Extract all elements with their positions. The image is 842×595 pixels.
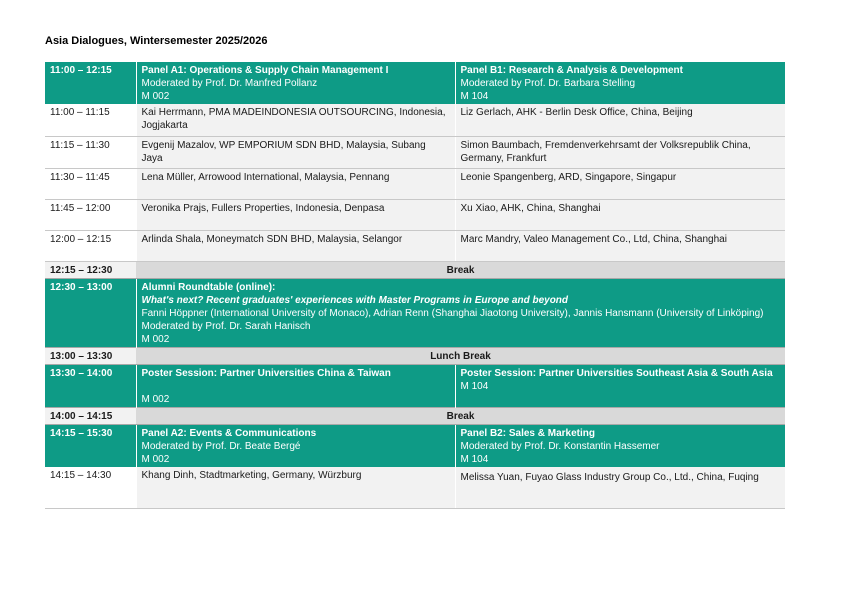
break-label: Break xyxy=(136,261,785,278)
time-slot: 14:15 – 14:30 xyxy=(45,467,136,509)
time-slot: 14:00 – 14:15 xyxy=(45,407,136,424)
panel-title: Panel B2: Sales & Marketing xyxy=(460,427,595,439)
moderator: Moderated by Prof. Dr. Beate Bergé xyxy=(141,440,301,452)
room: M 104 xyxy=(460,453,489,465)
session-row-roundtable xyxy=(45,278,785,347)
room: M 002 xyxy=(141,453,170,465)
speaker-a: Arlinda Shala, Moneymatch SDN BHD, Malaysia, Selangor xyxy=(136,230,455,261)
panel-a1-cell xyxy=(136,62,455,104)
session-row-panel-1 xyxy=(45,62,785,104)
talk-row xyxy=(45,199,785,230)
break-label: Break xyxy=(136,407,785,424)
speaker-b: Melissa Yuan, Fuyao Glass Industry Group Co., Ltd., China, Fuqing xyxy=(455,467,785,509)
moderator: Moderated by Prof. Dr. Sarah Hanisch xyxy=(141,320,311,332)
speaker-a: Kai Herrmann, PMA MADEINDONESIA OUTSOURCING, Indonesia, Jogjakarta xyxy=(136,104,455,136)
break-row xyxy=(45,407,785,424)
talk-row xyxy=(45,104,785,136)
speaker-b: Marc Mandry, Valeo Management Co., Ltd, China, Shanghai xyxy=(455,230,785,261)
speaker-b: Xu Xiao, AHK, China, Shanghai xyxy=(455,199,785,230)
speaker-a: Veronika Prajs, Fullers Properties, Indonesia, Denpasa xyxy=(136,199,455,230)
panel-title: Panel A2: Events & Communications xyxy=(141,427,317,439)
talk-row xyxy=(45,168,785,199)
room: M 002 xyxy=(141,91,170,102)
roundtable-cell xyxy=(136,278,785,347)
session-title: Poster Session: Partner Universities Southeast Asia & South Asia xyxy=(460,367,773,379)
poster-a-cell xyxy=(136,364,455,407)
panel-title: Panel B1: Research & Analysis & Development xyxy=(460,65,683,76)
session-row-panel-2 xyxy=(45,424,785,467)
time-slot: 11:00 – 11:15 xyxy=(45,104,136,136)
room: M 002 xyxy=(141,393,170,405)
break-row xyxy=(45,261,785,278)
panel-a2-cell xyxy=(136,424,455,467)
moderator: Moderated by Prof. Dr. Konstantin Hassemer xyxy=(460,440,660,452)
time-slot: 13:30 – 14:00 xyxy=(45,364,136,407)
speaker-b: Leonie Spangenberg, ARD, Singapore, Singapur xyxy=(455,168,785,199)
moderator: Moderated by Prof. Dr. Barbara Stelling xyxy=(460,78,636,89)
panel-b2-cell xyxy=(455,424,785,467)
time-slot: 13:00 – 13:30 xyxy=(45,347,136,364)
speaker-a: Lena Müller, Arrowood International, Malaysia, Pennang xyxy=(136,168,455,199)
break-row xyxy=(45,347,785,364)
time-slot: 11:00 – 12:15 xyxy=(45,62,136,104)
session-title: Alumni Roundtable (online): xyxy=(141,281,276,293)
moderator: Moderated by Prof. Dr. Manfred Pollanz xyxy=(141,78,318,89)
talk-row xyxy=(45,230,785,261)
talk-row xyxy=(45,467,785,509)
session-subtitle: What's next? Recent graduates' experiences with Master Programs in Europe and beyond xyxy=(141,294,569,306)
room: M 104 xyxy=(460,380,489,392)
document-title: Asia Dialogues, Wintersemester 2025/2026 xyxy=(45,35,268,47)
talk-row xyxy=(45,136,785,168)
session-title: Poster Session: Partner Universities China & Taiwan xyxy=(141,367,391,379)
time-slot: 14:15 – 15:30 xyxy=(45,424,136,467)
time-slot: 12:00 – 12:15 xyxy=(45,230,136,261)
time-slot: 11:30 – 11:45 xyxy=(45,168,136,199)
time-slot: 11:15 – 11:30 xyxy=(45,136,136,168)
time-slot: 12:15 – 12:30 xyxy=(45,261,136,278)
panel-title: Panel A1: Operations & Supply Chain Management I xyxy=(141,65,389,76)
schedule-table xyxy=(45,62,785,509)
session-row-poster xyxy=(45,364,785,407)
break-label: Lunch Break xyxy=(136,347,785,364)
speaker-b: Simon Baumbach, Fremdenverkehrsamt der Volksrepublik China, Germany, Frankfurt xyxy=(455,136,785,168)
room: M 104 xyxy=(460,91,489,102)
panel-b1-cell xyxy=(455,62,785,104)
speaker-b: Liz Gerlach, AHK - Berlin Desk Office, China, Beijing xyxy=(455,104,785,136)
speaker-a: Evgenij Mazalov, WP EMPORIUM SDN BHD, Malaysia, Subang Jaya xyxy=(136,136,455,168)
time-slot: 11:45 – 12:00 xyxy=(45,199,136,230)
poster-b-cell xyxy=(455,364,785,407)
speaker-a: Khang Dinh, Stadtmarketing, Germany, Würzburg xyxy=(136,467,455,509)
speakers: Fanni Höppner (International University of Monaco), Adrian Renn (Shanghai Jiaotong University), Jannis Hansmann (University of Linköping) xyxy=(141,307,764,319)
room: M 002 xyxy=(141,333,170,345)
time-slot: 12:30 – 13:00 xyxy=(45,278,136,347)
